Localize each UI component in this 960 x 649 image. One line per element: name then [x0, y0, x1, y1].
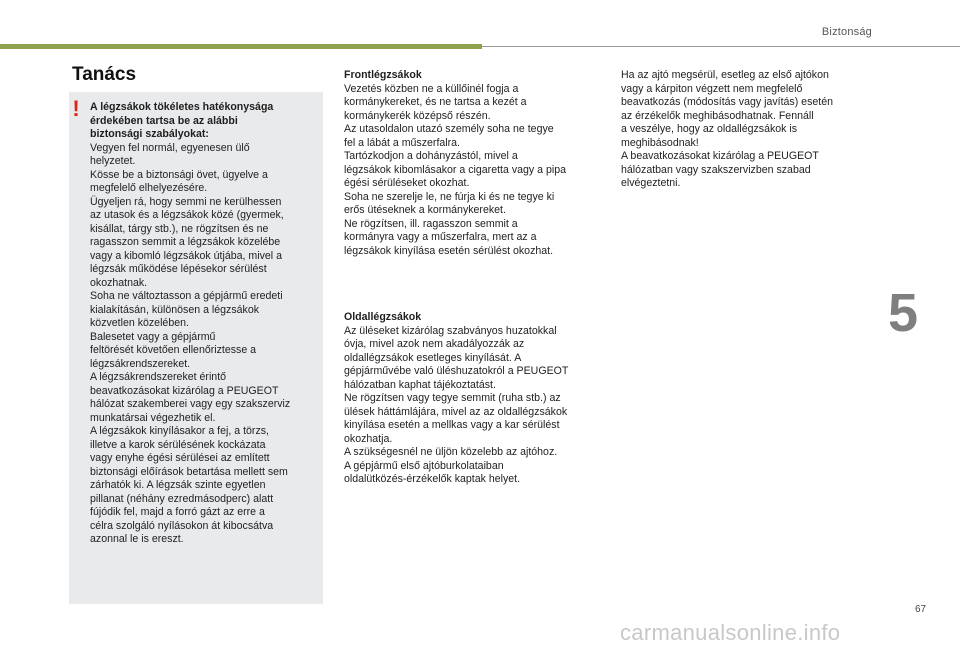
header-accent-bar [0, 44, 482, 49]
tip-content [90, 101, 322, 547]
chapter-number: 5 [888, 283, 919, 343]
tip-heading: A légzsákok tökéletes hatékonysága érdekében tartsa be az alábbi biztonsági szabályokat: [90, 101, 274, 140]
door-note-section [621, 69, 871, 191]
side-airbags-body: Az üléseket kizárólag szabványos huzatokkal óvja, mivel azok nem akadályozzák az oldallégzsákok esetleges kinyílását. A gépjárművébe való üléshuzatokról a PEUGEOT hálózatban kaphat tájékoztatást. Ne rögzítsen vagy tegye semmit (ruha stb.) az ülések háttámlájára, mivel az az oldallégzsákok kinyílása esetén a mellkas vagy a kar sérülést okozhatja. A szükségesnél ne üljön közelebb az ajtóhoz. A gépjármű első ajtóburkolataiban oldalütközés-érzékelők kaptak helyet. [344, 324, 569, 485]
tip-title: Tanács [72, 64, 137, 85]
side-airbags-section [344, 311, 606, 487]
header-rule [482, 46, 960, 47]
section-title: Biztonság [821, 26, 872, 38]
tip-body: Vegyen fel normál, egyenesen ülő helyzetet. Kösse be a biztonsági övet, ügyelve a megfelelő elhelyezésére. Ügyeljen rá, hogy semmi ne kerülhessen az utasok és a légzsákok közé (gyermek, kisállat, tárgy stb.), ne rögzítsen és ne ragasszon semmit a légzsákok közelébe vagy a kibomló légzsákok útjába, mivel a légzsák működése lépésekor sérülést okozhatnak. Soha ne változtasson a gépjármű eredeti kialakításán, különösen a légzsákok közvetlen közelében. Balesetet vagy a gépjármű feltörését követően ellenőriztesse a légzsákrendszereket. A légzsákrendszereket érintő beavatkozásokat kizárólag a PEUGEOT hálózat szakemberei vagy egy szakszerviz munkatársai végezhetik el. A légzsákok kinyílásakor a fej, a törzs, illetve a karok sérülésének kockázata vagy enyhe égési sérülései az említett biztonsági előírások betartása mellett sem zárhatók ki. A légzsák szinte egyetlen pillanat (néhány ezredmásodperc) alatt fújódik fel, majd a forró gázt az erre a célra szolgáló nyílásokon át kibocsátva azonnal le is ereszt. [90, 141, 291, 545]
front-airbags-section [344, 69, 606, 258]
front-airbags-heading: Frontlégzsákok [344, 69, 422, 81]
page-number: 67 [915, 604, 927, 615]
door-note-body: Ha az ajtó megsérül, esetleg az első ajtókon vagy a kárpiton végzett nem megfelelő beavatkozás (módosítás vagy javítás) esetén az érzékelők meghibásodhatnak. Fennáll a veszélye, hogy az oldallégzsákok is meghibásodnak! A beavatkozásokat kizárólag a PEUGEOT hálózatban vagy szakszervizben szabad elvégeztetni. [621, 69, 833, 189]
watermark: carmanualsonline.info [620, 620, 841, 645]
side-airbags-heading: Oldallégzsákok [344, 311, 422, 323]
front-airbags-body: Vezetés közben ne a küllőinél fogja a kormánykereket, és ne tartsa a kezét a kormánykerék középső részén. Az utasoldalon utazó személy soha ne tegye fel a lábát a műszerfalra. Tartózkodjon a dohányzástól, mivel a légzsákok kibomlásakor a cigaretta vagy a pipa égési sérüléseket okozhat. Soha ne szerelje le, ne fúrja ki és ne tegye ki erős ütéseknek a kormánykereket. Ne rögzítsen, ill. ragasszon semmit a kormányra vagy a műszerfalra, mert az a légzsákok kinyílása esetén sérülést okozhat. [344, 82, 566, 257]
warning-icon: ! [72, 96, 80, 121]
